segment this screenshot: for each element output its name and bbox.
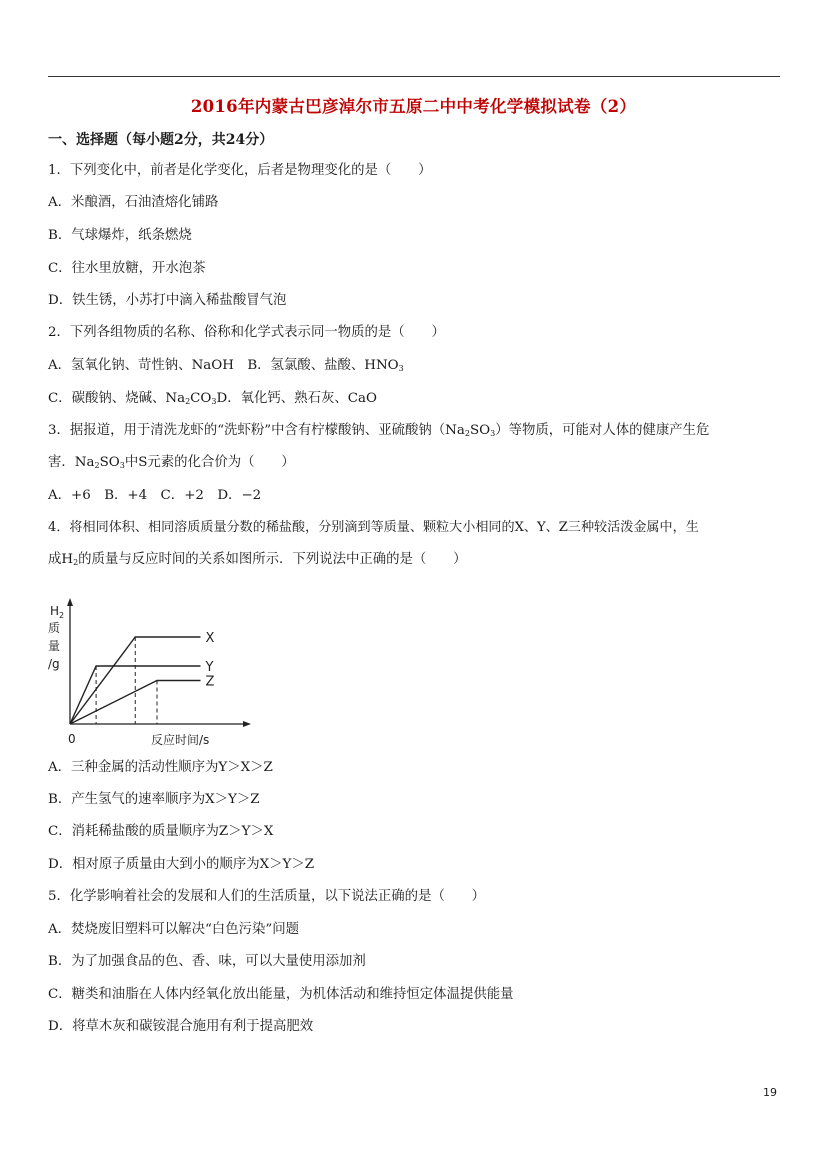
section-heading: 一、选择题（每小题2分，共24分） <box>48 132 274 148</box>
series-label-z: Z <box>205 674 215 690</box>
q5-option-a: A．焚烧废旧塑料可以解决“白色污染”问题 <box>48 922 300 937</box>
q4-option-d: D．相对原子质量由大到小的顺序为X＞Y＞Z <box>48 857 315 872</box>
series-label-x: X <box>205 631 215 646</box>
q3-stem-line2: 害．$Na_2SO_3$中S元素的化合价为（ ） <box>48 455 295 470</box>
page-number: 19 <box>763 1086 777 1099</box>
y-label-sub: 2 <box>59 611 65 620</box>
q1-option-d: D．铁生锈，小苏打中滴入稀盐酸冒气泡 <box>48 293 287 308</box>
q4-option-b: B．产生氢气的速率顺序为X＞Y＞Z <box>48 792 260 807</box>
y-label-liang: 量 <box>48 639 61 653</box>
q5-option-d: D．将草木灰和碳铵混合施用有利于提高肥效 <box>48 1019 314 1034</box>
q2-stem: 2．下列各组物质的名称、俗称和化学式表示同一物质的是（ ） <box>48 325 445 340</box>
hydrogen-mass-chart <box>44 598 256 750</box>
series-layer <box>70 631 215 724</box>
q1-option-c: C．往水里放糖，开水泡茶 <box>48 261 206 276</box>
q1-stem: 1．下列变化中，前者是化学变化，后者是物理变化的是（ ） <box>48 163 432 178</box>
q2-options-ab: A．氢氧化钠、苛性钠、NaOH B．氢氯酸、盐酸、$HNO_3$ <box>48 358 404 373</box>
q3-options: A．+6 B．+4 C．+2 D．−2 <box>48 488 262 503</box>
q5-option-c: C．糖类和油脂在人体内经氧化放出能量，为机体活动和维持恒定体温提供能量 <box>48 987 514 1002</box>
q4-stem-line1: 4．将相同体积、相同溶质质量分数的稀盐酸，分别滴到等质量、颗粒大小相同的X、Y、Z三种较活泼金属中，生 <box>48 520 699 535</box>
q1-option-a: A．米酿酒，石油渣熔化铺路 <box>48 195 219 210</box>
y-label-unit: /g <box>48 657 60 671</box>
x-axis-arrow <box>243 721 251 727</box>
y-axis-arrow <box>67 598 73 606</box>
y-axis-label <box>48 604 64 671</box>
q5-option-b: B．为了加强食品的色、香、味，可以大量使用添加剂 <box>48 954 366 969</box>
q4-option-c: C．消耗稀盐酸的质量顺序为Z＞Y＞X <box>48 824 274 839</box>
q4-option-a: A．三种金属的活动性顺序为Y＞X＞Z <box>48 760 273 775</box>
y-label-zhi: 质 <box>48 621 61 635</box>
q3-stem-line1: 3．据报道，用于清洗龙虾的“洗虾粉”中含有柠檬酸钠、亚硫酸钠$(Na_2SO_3)$等物质，可能对人体的健康产生危 <box>48 423 710 438</box>
origin-label: 0 <box>68 732 76 746</box>
header-rule <box>48 76 780 77</box>
q2-options-cd: C．碳酸钠、烧碱、$Na_2CO_3D$．氧化钙、熟石灰、CaO <box>48 391 377 406</box>
q4-stem-line2: 成$H_2$的质量与反应时间的关系如图所示．下列说法中正确的是（ ） <box>48 552 467 567</box>
series-label-y: Y <box>205 660 214 675</box>
x-axis-label: 反应时间/s <box>151 733 210 747</box>
q5-stem: 5．化学影响着社会的发展和人们的生活质量，以下说法正确的是（ ） <box>48 889 486 904</box>
exam-title: 2016年内蒙古巴彦淖尔市五原二中中考化学模拟试卷（2） <box>190 97 637 116</box>
q1-option-b: B．气球爆炸，纸条燃烧 <box>48 228 192 243</box>
y-label-h: H <box>50 604 60 618</box>
